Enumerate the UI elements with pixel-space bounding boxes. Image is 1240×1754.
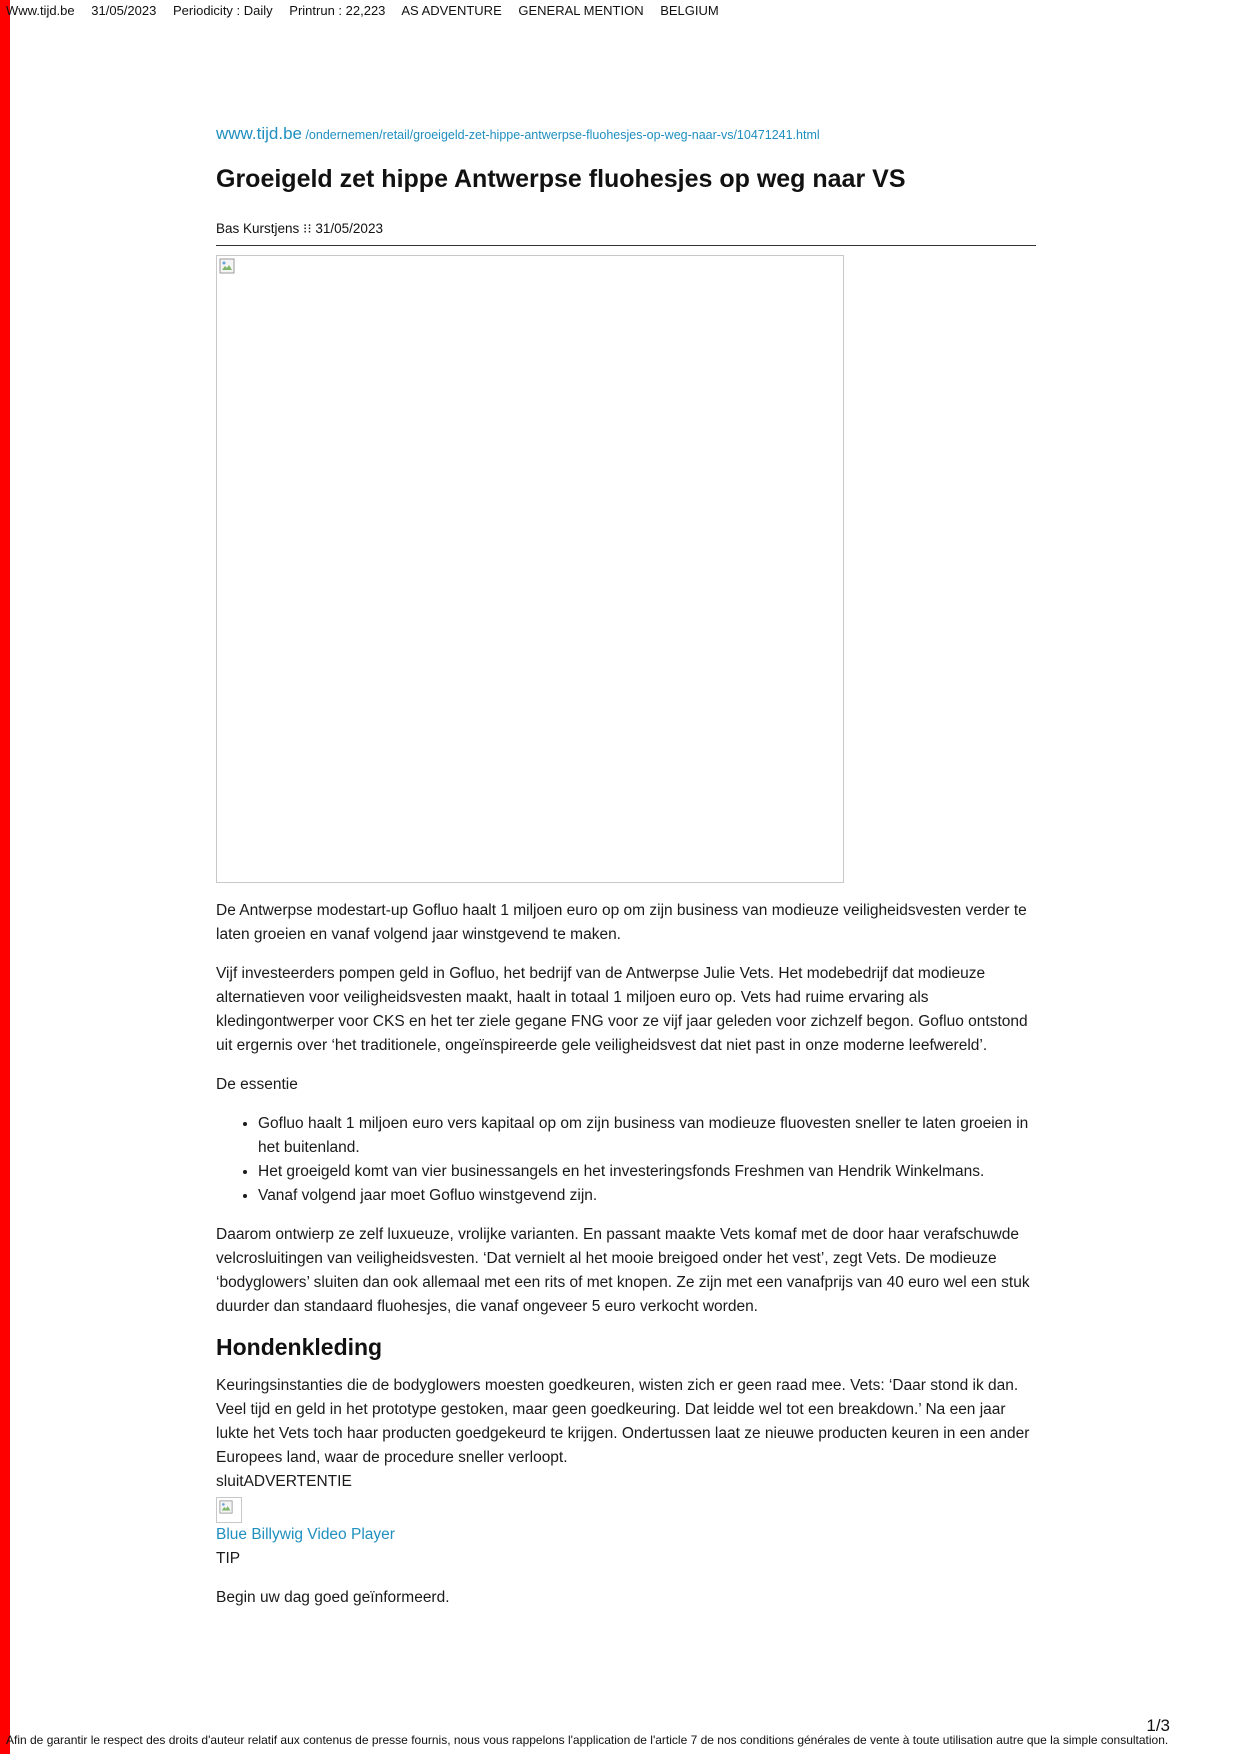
intro-paragraph: De Antwerpse modestart-up Gofluo haalt 1 miljoen euro op om zijn business van modieuze veiligheidsvesten verder te laten groeien en vanaf volgend jaar winstgevend te maken. <box>216 902 1027 944</box>
article-title: Groeigeld zet hippe Antwerpse fluohesjes op weg naar VS <box>216 165 906 193</box>
essentie-label: De essentie <box>216 1076 298 1094</box>
article <box>216 124 1036 1610</box>
byline <box>216 221 1036 246</box>
ad-label: sluitADVERTENTIE <box>216 1473 352 1491</box>
byline-separator: ⁝⁝ <box>299 221 316 237</box>
header-source: Www.tijd.be <box>6 3 75 18</box>
url-path[interactable]: /ondernemen/retail/groeigeld-zet-hippe-antwerpse-fluohesjes-op-weg-naar-vs/10471241.html <box>301 128 820 142</box>
subheading: Hondenkleding <box>216 1334 383 1361</box>
broken-image-icon <box>219 1500 233 1514</box>
closing-line: Begin uw dag goed geïnformeerd. <box>216 1589 450 1607</box>
header-printrun: Printrun : 22,223 <box>289 3 386 18</box>
article-body <box>216 899 1036 1610</box>
body-paragraph: Daarom ontwierp ze zelf luxueuze, vrolijke varianten. En passant maakte Vets komaf met de door haar verafschuwde velcrosluitingen van veiligheidsvesten. ‘Dat vernielt al het mooie breigoed onder het vest’, zegt Vets. De modieuze ‘bodyglowers’ sluiten dan ook allemaal met een rits of met knopen. Ze zijn met een vanafprijs van 40 euro wel een stuk duurder dan standaard fluohesjes, die vanaf ongeveer 5 euro verkocht worden. <box>216 1226 1030 1316</box>
list-item: • Het groeigeld komt van vier businessangels en het investeringsfonds Freshmen van Hendrik Winkelmans. <box>258 1160 1036 1184</box>
list-item: • Vanaf volgend jaar moet Gofluo winstgevend zijn. <box>258 1184 1036 1208</box>
article-image-placeholder <box>216 255 844 883</box>
video-thumbnail-placeholder[interactable] <box>216 1497 242 1523</box>
video-player-link[interactable]: Blue Billywig Video Player <box>216 1526 395 1544</box>
broken-image-icon <box>219 258 235 274</box>
red-margin-bar <box>0 0 10 1754</box>
header-periodicity: Periodicity : Daily <box>172 3 273 18</box>
author: Bas Kurstjens <box>216 221 300 237</box>
header-date: 31/05/2023 <box>91 3 157 18</box>
essentie-list <box>216 1112 1036 1208</box>
article-url[interactable] <box>216 124 1036 144</box>
copyright-footer: Afin de garantir le respect des droits d'auteur relatif aux contenus de presse fournis, nous vous rappelons l'application de l'article 7 de nos conditions générales de vente à toute utilisation autre que la simple consultation. <box>6 1733 1169 1747</box>
body-paragraph: Keuringsinstanties die de bodyglowers moesten goedkeuren, wisten zich er geen raad mee. Vets: ‘Daar stond ik dan. Veel tijd en geld in het prototype gestoken, maar geen goedkeuring. Dat leidde wel tot een breakdown.’ Na een jaar lukte het Vets toch haar producten goedgekeurd te krijgen. Ondertussen laat ze nieuwe producten keuren in een ander Europees land, waar de procedure sneller verloopt. <box>216 1377 1030 1467</box>
body-paragraph: Vijf investeerders pompen geld in Gofluo, het bedrijf van de Antwerpse Julie Vets. Het modebedrijf dat modieuze alternatieven voor veiligheidsvesten maakt, haalt in totaal 1 miljoen euro op. Vets had ruime ervaring als kledingontwerper voor CKS en het ter ziele gegane FNG voor ze vijf jaar geleden voor zichzelf begon. Gofluo ontstond uit ergernis over ‘het traditionele, ongeïnspireerde gele veiligheidsvest dat niet past in onze moderne leefwereld’. <box>216 965 1028 1055</box>
page-number: 1/3 <box>1146 1716 1170 1735</box>
clipping-header <box>6 3 732 18</box>
header-country: BELGIUM <box>660 3 719 18</box>
header-mention: GENERAL MENTION <box>518 3 644 18</box>
header-client: AS ADVENTURE <box>401 3 502 18</box>
tip-label: TIP <box>216 1550 241 1568</box>
article-date: 31/05/2023 <box>315 221 383 237</box>
url-domain[interactable]: www.tijd.be <box>216 124 302 143</box>
list-item: • Gofluo haalt 1 miljoen euro vers kapitaal op om zijn business van modieuze fluovesten sneller te laten groeien in het buitenland. <box>258 1112 1036 1160</box>
